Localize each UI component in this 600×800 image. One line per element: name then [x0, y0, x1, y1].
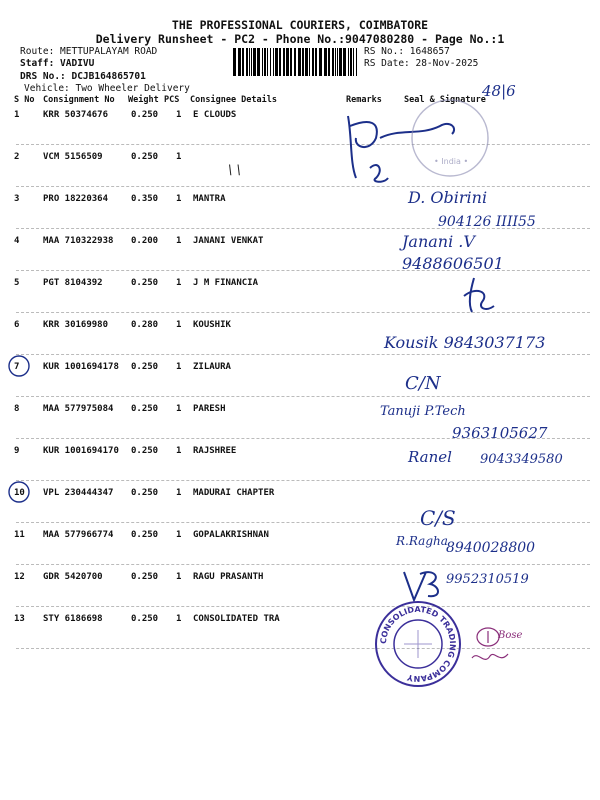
row-sno: 5 [14, 278, 20, 288]
route-label: Route: METTUPALAYAM ROAD [20, 46, 158, 57]
company-seal-stamp [374, 600, 462, 688]
row-divider [16, 564, 590, 565]
row-weight: 0.250 [131, 404, 159, 414]
row9-receiver-phone: 9043349580 [480, 452, 563, 467]
handwritten-page-count: 48|6 [482, 82, 516, 100]
row-weight: 0.250 [131, 152, 159, 162]
row-pcs: 1 [176, 488, 182, 498]
runsheet-title: Delivery Runsheet - PC2 - Phone No.:9047080280 - Page No.:1 [95, 32, 505, 46]
row-pcs: 1 [176, 320, 182, 330]
row-weight: 0.250 [131, 278, 159, 288]
row-consignee: GOPALAKRISHNAN [193, 530, 269, 540]
row-divider [16, 480, 590, 481]
row-consignee: E CLOUDS [193, 110, 237, 120]
row-pcs: 1 [176, 278, 182, 288]
row-sno: 7 [14, 362, 20, 372]
col-remarks: Remarks [346, 95, 382, 105]
row3-receiver-name: D. Obirini [408, 188, 488, 207]
col-sno: S No [14, 95, 35, 105]
rs-date: RS Date: 28-Nov-2025 [364, 58, 479, 69]
row-divider [16, 522, 590, 523]
row-weight: 0.250 [131, 446, 159, 456]
col-pcs: PCS [164, 95, 180, 105]
row-pcs: 1 [176, 446, 182, 456]
row8-receiver-name: Tanuji P.Tech [380, 404, 466, 419]
row-sno: 12 [14, 572, 25, 582]
barcode [233, 48, 361, 76]
row-pcs: 1 [176, 404, 182, 414]
staff-label: Staff: VADIVU [20, 58, 95, 69]
row-weight: 0.250 [131, 110, 159, 120]
col-consignment: Consignment No [43, 95, 115, 105]
row-weight: 0.200 [131, 236, 159, 246]
row12-receiver-number: 9952310519 [446, 572, 529, 587]
row-sno: 11 [14, 530, 25, 540]
row8-receiver-phone: 9363105627 [452, 424, 548, 442]
row-divider [16, 186, 590, 187]
row-weight: 0.250 [131, 362, 159, 372]
vehicle-label: Vehicle: Two Wheeler Delivery [24, 83, 190, 94]
row-divider [16, 606, 590, 607]
row-divider [16, 396, 590, 397]
row-weight: 0.250 [131, 488, 159, 498]
row11-receiver-phone: 8940028800 [446, 540, 536, 556]
row-weight: 0.250 [131, 614, 159, 624]
row5-signature [460, 276, 500, 316]
row-consignment-no: KRR 30169980 [43, 320, 109, 330]
row-pcs: 1 [176, 362, 182, 372]
col-weight: Weight [128, 95, 159, 105]
row-divider [16, 312, 590, 313]
row-sno: 6 [14, 320, 20, 330]
row6-receiver: Kousik 9843037173 [384, 333, 546, 352]
sno-circle-mark [8, 355, 32, 379]
row13-receiver: Bose [498, 630, 523, 641]
row-pcs: 1 [176, 530, 182, 540]
row-pcs: 1 [176, 614, 182, 624]
row11-receiver-name: R.Ragha [396, 534, 448, 548]
row13-signature [470, 648, 510, 668]
row-pcs: 1 [176, 194, 182, 204]
row-consignment-no: MAA 710322938 [43, 236, 114, 246]
row-sno: 8 [14, 404, 20, 414]
col-consignee: Consignee Details [190, 95, 277, 105]
row-weight: 0.350 [131, 194, 159, 204]
table-row [0, 276, 600, 318]
sno-circle-mark [8, 481, 32, 505]
row-consignee: ZILAURA [193, 362, 231, 372]
svg-text:• India •: • India • [434, 157, 469, 166]
table-row [0, 234, 600, 276]
row-pcs: 1 [176, 572, 182, 582]
row-consignment-no: PRO 18220364 [43, 194, 109, 204]
row4-receiver-name: Janani .V [402, 232, 475, 251]
table-row [0, 108, 600, 150]
row7-remark: C/N [405, 373, 441, 394]
row-consignment-no: PGT 8104392 [43, 278, 103, 288]
row-consignment-no: KRR 50374676 [43, 110, 109, 120]
row-divider [16, 270, 590, 271]
drs-label: DRS No.: DCJB164865701 [20, 71, 146, 82]
row-consignment-no: VPL 230444347 [43, 488, 114, 498]
row9-receiver-name: Ranel [408, 448, 452, 466]
row-consignee: RAGU PRASANTH [193, 572, 264, 582]
row-consignee: KOUSHIK [193, 320, 231, 330]
row-consignee: RAJSHREE [193, 446, 237, 456]
company-title: THE PROFESSIONAL COURIERS, COIMBATORE [171, 18, 429, 32]
table-row [0, 486, 600, 528]
row-consignee: JANANI VENKAT [193, 236, 264, 246]
row2-mark: \ \ [228, 163, 241, 178]
row-weight: 0.250 [131, 572, 159, 582]
table-row [0, 360, 600, 402]
row-sno: 4 [14, 236, 20, 246]
row-consignee: PARESH [193, 404, 226, 414]
row-consignee: MADURAI CHAPTER [193, 488, 275, 498]
row-consignee: CONSOLIDATED TRA [193, 614, 280, 624]
row-consignee: MANTRA [193, 194, 226, 204]
row-consignment-no: KUR 1001694178 [43, 362, 119, 372]
row-weight: 0.280 [131, 320, 159, 330]
col-seal-signature: Seal & Signature [404, 95, 486, 105]
row-consignee: J M FINANCIA [193, 278, 259, 288]
row-pcs: 1 [176, 110, 182, 120]
row-sno: 9 [14, 446, 20, 456]
row-divider [16, 144, 590, 145]
row-sno: 1 [14, 110, 20, 120]
row-pcs: 1 [176, 152, 182, 162]
row1-seal-stamp [410, 110, 500, 180]
row-sno: 10 [14, 488, 25, 498]
row-consignment-no: KUR 1001694170 [43, 446, 119, 456]
row-consignment-no: STY 6186698 [43, 614, 103, 624]
row-consignment-no: MAA 577966774 [43, 530, 114, 540]
row4-receiver-phone: 9488606501 [402, 254, 504, 273]
row3-receiver-phone: 904126 IIII55 [438, 214, 536, 230]
row-sno: 13 [14, 614, 25, 624]
row-consignment-no: VCM 5156509 [43, 152, 103, 162]
row-consignment-no: GDR 5420700 [43, 572, 103, 582]
table-row [0, 150, 600, 192]
row-divider [16, 354, 590, 355]
row-sno: 3 [14, 194, 20, 204]
row-pcs: 1 [176, 236, 182, 246]
row-weight: 0.250 [131, 530, 159, 540]
svg-text:CONSOLIDATED TRADING COMPANY: CONSOLIDATED TRADING COMPANY [378, 604, 458, 684]
row10-remark: C/S [420, 506, 456, 530]
row-consignment-no: MAA 577975084 [43, 404, 114, 414]
row-sno: 2 [14, 152, 20, 162]
rs-number: RS No.: 1648657 [364, 46, 450, 57]
